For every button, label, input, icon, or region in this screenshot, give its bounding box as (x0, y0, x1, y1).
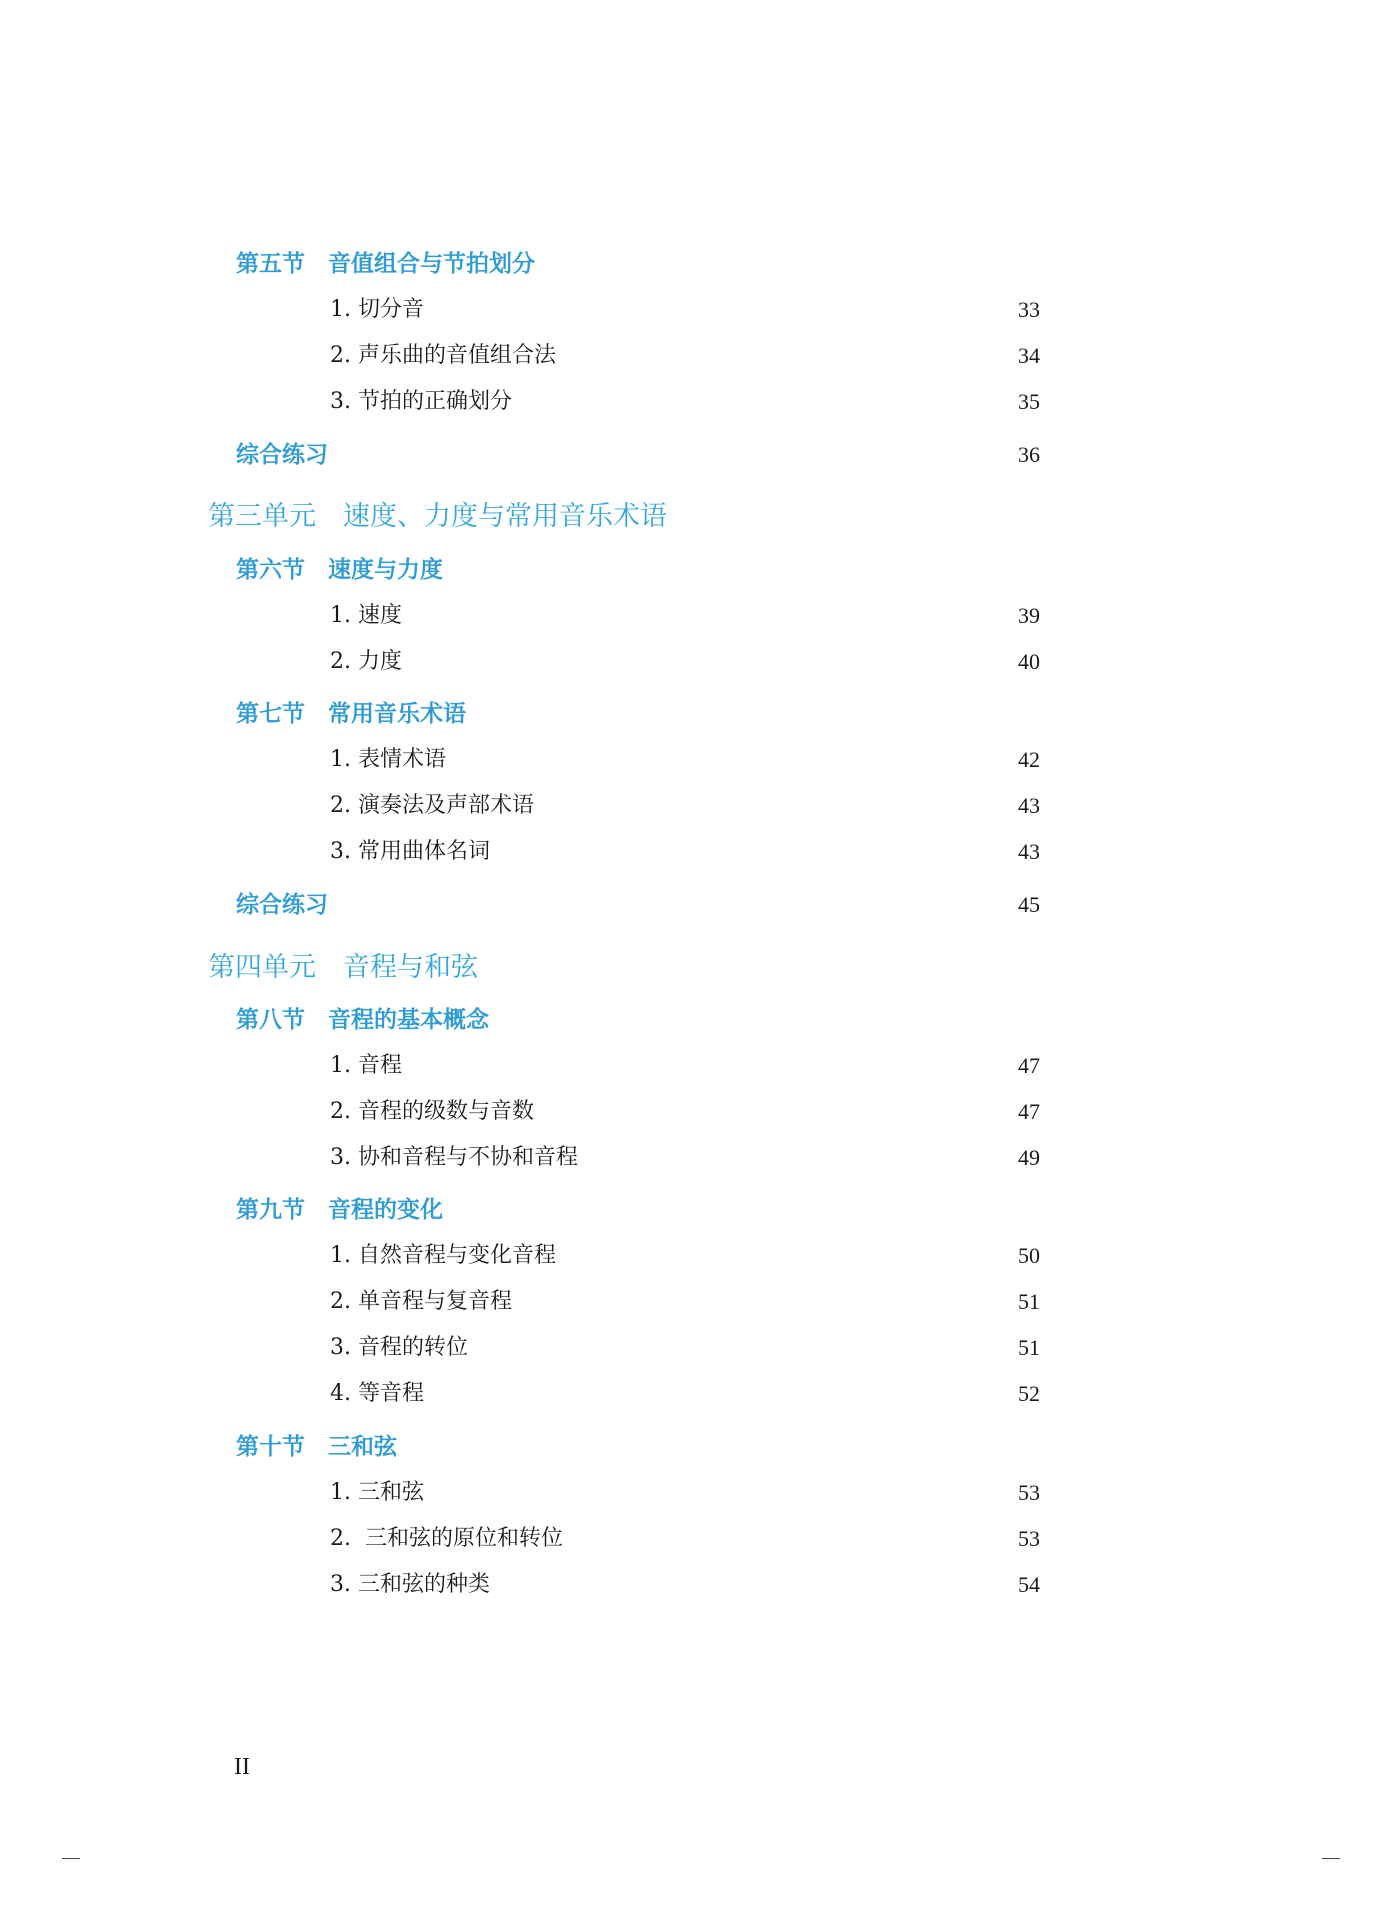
page-number: 43 (1018, 793, 1040, 818)
toc-item[interactable] (0, 1236, 1394, 1276)
item-title: 2. 三和弦的原位和转位 (330, 1526, 563, 1551)
toc-item[interactable] (0, 642, 1394, 682)
page-number: 53 (1018, 1526, 1040, 1551)
section-title: 第十节 三和弦 (236, 1434, 397, 1460)
page-number: 47 (1018, 1099, 1040, 1124)
page-number: 51 (1018, 1335, 1040, 1360)
item-title: 2. 音程的级数与音数 (330, 1099, 534, 1124)
page-number: 40 (1018, 649, 1040, 674)
toc-section-9[interactable] (0, 1190, 1394, 1230)
unit-title: 第三单元 速度、力度与常用音乐术语 (208, 501, 667, 532)
section-title: 第六节 速度与力度 (236, 557, 443, 583)
toc-item[interactable] (0, 1092, 1394, 1132)
toc-item[interactable] (0, 1473, 1394, 1513)
toc-item[interactable] (0, 1046, 1394, 1086)
item-title: 2. 演奏法及声部术语 (330, 793, 534, 818)
toc-section-7[interactable] (0, 694, 1394, 734)
item-title: 1. 速度 (330, 603, 402, 628)
item-title: 1. 三和弦 (330, 1480, 424, 1505)
item-title: 3. 协和音程与不协和音程 (330, 1145, 578, 1170)
item-title: 3. 节拍的正确划分 (330, 389, 512, 414)
page-number: 39 (1018, 603, 1040, 628)
toc-item[interactable] (0, 1374, 1394, 1414)
section-title: 综合练习 (236, 892, 328, 918)
item-title: 3. 常用曲体名词 (330, 839, 490, 864)
page-number: 42 (1018, 747, 1040, 772)
page-folio: II (234, 1754, 250, 1780)
item-title: 2. 声乐曲的音值组合法 (330, 343, 556, 368)
unit-title: 第四单元 音程与和弦 (208, 952, 478, 983)
toc-section-10[interactable] (0, 1427, 1394, 1467)
item-title: 1. 表情术语 (330, 747, 446, 772)
toc-item[interactable] (0, 740, 1394, 780)
page-number: 51 (1018, 1289, 1040, 1314)
toc-item[interactable] (0, 1565, 1394, 1605)
toc-item[interactable] (0, 1519, 1394, 1559)
section-title: 第七节 常用音乐术语 (236, 701, 466, 727)
toc-item[interactable] (0, 1138, 1394, 1178)
item-title: 1. 切分音 (330, 297, 424, 322)
toc-section-5[interactable] (0, 244, 1394, 284)
toc-item[interactable] (0, 1282, 1394, 1322)
page-number: 54 (1018, 1572, 1040, 1597)
page-number: 50 (1018, 1243, 1040, 1268)
section-title: 第九节 音程的变化 (236, 1197, 443, 1223)
page-number: 53 (1018, 1480, 1040, 1505)
toc-item[interactable] (0, 596, 1394, 636)
toc-exercise[interactable] (0, 435, 1394, 475)
section-title: 第八节 音程的基本概念 (236, 1007, 489, 1033)
page-number: 45 (1018, 892, 1040, 917)
toc-section-8[interactable] (0, 1000, 1394, 1040)
toc-item[interactable] (0, 382, 1394, 422)
section-title: 第五节 音值组合与节拍划分 (236, 251, 535, 277)
toc-exercise[interactable] (0, 885, 1394, 925)
item-title: 2. 力度 (330, 649, 402, 674)
crop-mark-left (62, 1858, 80, 1859)
crop-mark-right (1322, 1858, 1340, 1859)
item-title: 1. 音程 (330, 1053, 402, 1078)
page-number: 49 (1018, 1145, 1040, 1170)
page-number: 34 (1018, 343, 1040, 368)
section-title: 综合练习 (236, 442, 328, 468)
page-number: 35 (1018, 389, 1040, 414)
page-number: 36 (1018, 442, 1040, 467)
toc-item[interactable] (0, 290, 1394, 330)
item-title: 3. 三和弦的种类 (330, 1572, 490, 1597)
toc-section-6[interactable] (0, 550, 1394, 590)
toc-unit-4[interactable] (0, 948, 1394, 988)
page-number: 33 (1018, 297, 1040, 322)
page-number: 47 (1018, 1053, 1040, 1078)
toc-item[interactable] (0, 832, 1394, 872)
toc-item[interactable] (0, 336, 1394, 376)
page-number: 52 (1018, 1381, 1040, 1406)
toc-item[interactable] (0, 786, 1394, 826)
toc-item[interactable] (0, 1328, 1394, 1368)
page-number: 43 (1018, 839, 1040, 864)
item-title: 3. 音程的转位 (330, 1335, 468, 1360)
item-title: 2. 单音程与复音程 (330, 1289, 512, 1314)
item-title: 4. 等音程 (330, 1381, 424, 1406)
toc-unit-3[interactable] (0, 497, 1394, 537)
item-title: 1. 自然音程与变化音程 (330, 1243, 556, 1268)
